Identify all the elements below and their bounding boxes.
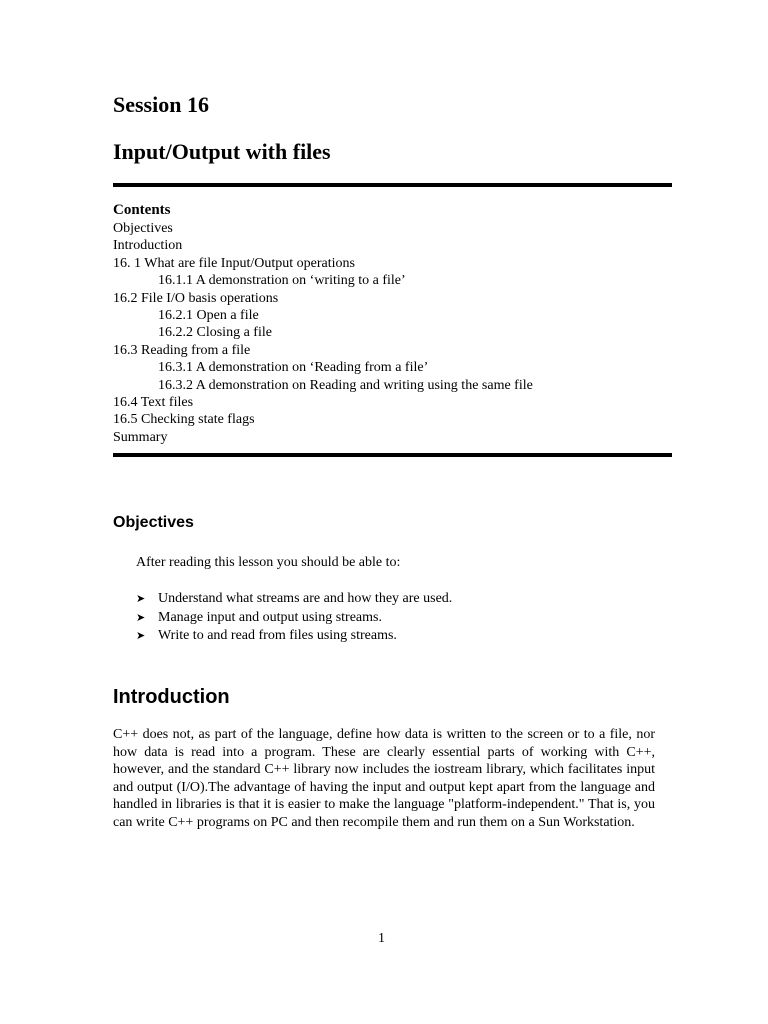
top-divider bbox=[113, 183, 672, 187]
contents-subitem: 16.2.2 Closing a file bbox=[158, 325, 272, 341]
objective-item bbox=[136, 609, 452, 628]
contents-item: Introduction bbox=[113, 238, 183, 254]
objectives-lead: After reading this lesson you should be able to: bbox=[136, 555, 401, 570]
page-number: 1 bbox=[378, 931, 385, 946]
contents-subitem: 16.2.1 Open a file bbox=[158, 308, 259, 324]
arrowhead-bullet-icon: ➤ bbox=[136, 610, 146, 624]
arrowhead-bullet-icon: ➤ bbox=[136, 592, 146, 605]
objectives-heading: Objectives bbox=[113, 514, 194, 531]
objective-text: Manage input and output using streams. bbox=[158, 609, 382, 625]
contents-heading: Contents bbox=[113, 202, 171, 218]
contents-item: 16.3 Reading from a file bbox=[113, 342, 251, 358]
contents-item: Summary bbox=[113, 429, 168, 445]
contents-item: 16.5 Checking state flags bbox=[113, 412, 255, 428]
contents-list bbox=[113, 220, 533, 446]
bottom-divider bbox=[113, 453, 672, 457]
session-title: Session 16 bbox=[113, 92, 209, 117]
contents-subitem: 16.1.1 A demonstration on ‘writing to a file’ bbox=[158, 273, 406, 289]
contents-subitem: 16.3.1 A demonstration on ‘Reading from a file’ bbox=[158, 360, 429, 376]
objective-item bbox=[136, 590, 452, 609]
objectives-list bbox=[136, 590, 452, 646]
contents-subitem: 16.3.2 A demonstration on Reading and writing using the same file bbox=[158, 377, 533, 393]
introduction-paragraph: C++ does not, as part of the language, define how data is written to the screen or to a file, nor how data is read into a program. These are clearly essential parts of working with C++, however, and the standard C++ library now includes the iostream library, which facilitates input and output (I/O).The advantage of having the input and output kept apart from the language and handled in libraries is that it is easier to make the language "platform-independent." That is, you can write C++ programs on PC and then recompile them and run them on a Sun Workstation. bbox=[113, 727, 655, 830]
objective-text: Understand what streams are and how they are used. bbox=[158, 591, 453, 606]
objective-text: Write to and read from files using streams. bbox=[158, 628, 397, 643]
introduction-heading: Introduction bbox=[113, 686, 230, 708]
contents-item: 16. 1 What are file Input/Output operations bbox=[113, 255, 355, 271]
arrowhead-bullet-icon: ➤ bbox=[136, 629, 146, 642]
contents-item: 16.2 File I/O basis operations bbox=[113, 290, 279, 306]
objective-item bbox=[136, 627, 452, 646]
lesson-title: Input/Output with files bbox=[113, 139, 331, 164]
contents-item: Objectives bbox=[113, 221, 173, 236]
contents-item: 16.4 Text files bbox=[113, 395, 194, 411]
